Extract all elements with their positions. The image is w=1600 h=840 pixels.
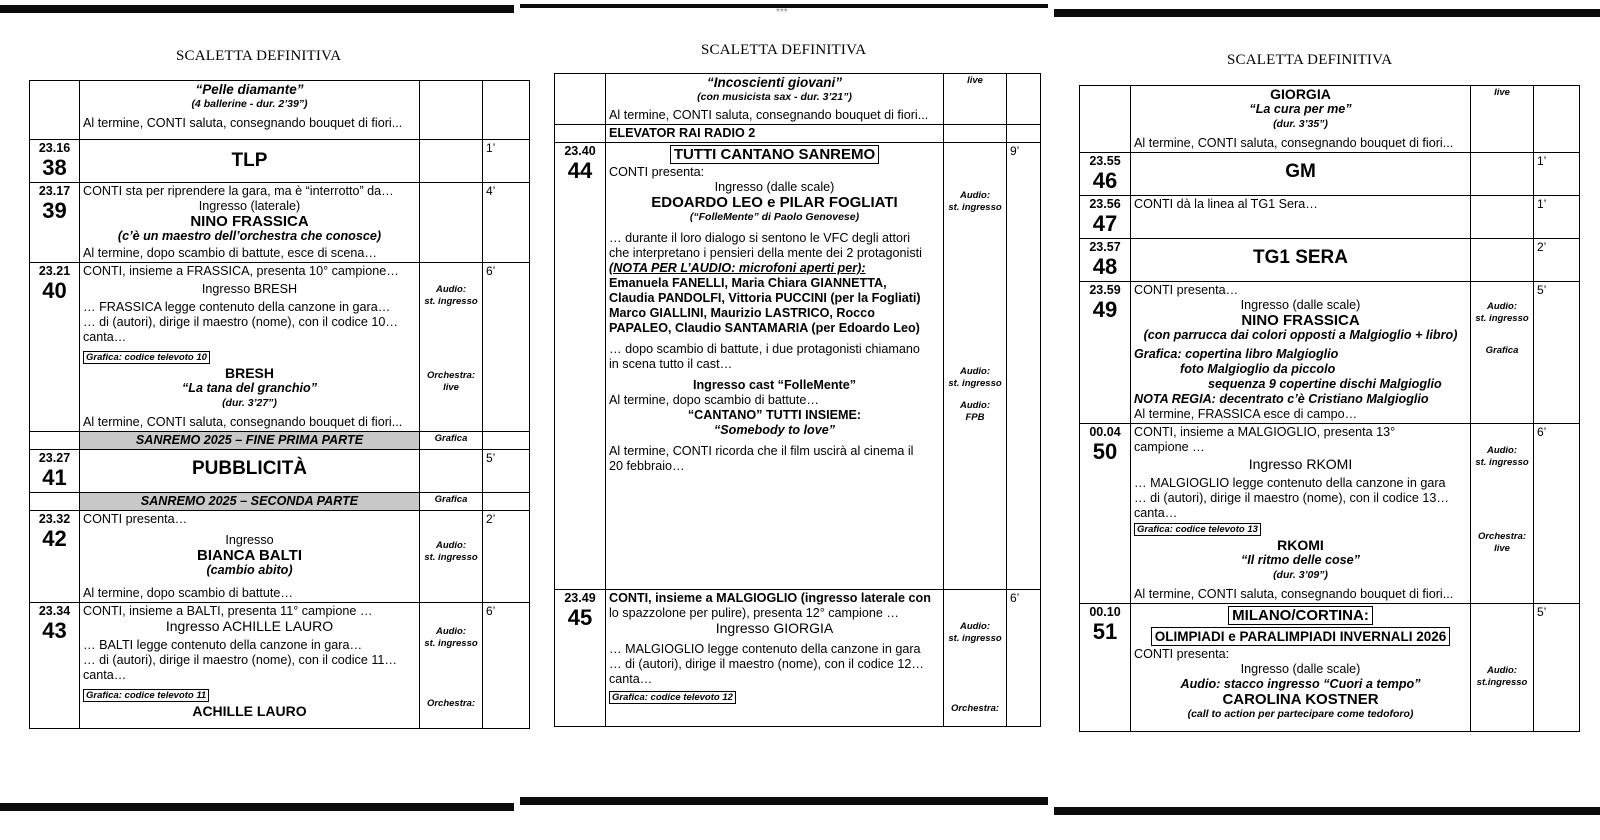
content-cell bbox=[606, 590, 944, 727]
time-cell bbox=[30, 140, 80, 183]
item-number: 50 bbox=[1092, 439, 1118, 464]
content-cell bbox=[1131, 153, 1471, 196]
content-cell bbox=[1131, 282, 1471, 424]
text-line: CONTI sta per riprendere la gara, ma è “interrotto” da… bbox=[83, 184, 394, 198]
grafica-line: sequenza 9 copertine dischi Malgioglio bbox=[1208, 377, 1442, 391]
segment-title: TLP bbox=[231, 150, 268, 171]
bottom-bar-middle bbox=[520, 797, 1048, 805]
duration: 2’ bbox=[483, 511, 530, 603]
time-cell bbox=[555, 74, 606, 125]
orchestra-label: Orchestra: bbox=[426, 698, 476, 709]
text-line: (con parrucca dai colori opposti a Malgioglio + libro) bbox=[1143, 328, 1458, 342]
table-row bbox=[30, 450, 530, 493]
time-cell bbox=[30, 511, 80, 603]
content-cell bbox=[1131, 604, 1471, 732]
song-info: (4 ballerine - dur. 2’39”) bbox=[191, 98, 308, 110]
time-cell bbox=[1080, 153, 1131, 196]
content-cell bbox=[1131, 424, 1471, 604]
grafica-tag: Grafica bbox=[420, 493, 483, 511]
time-cell bbox=[30, 81, 80, 140]
song-title: “La cura per me” bbox=[1249, 102, 1352, 116]
text-line: 20 febbraio… bbox=[609, 459, 685, 473]
segment-header: MILANO/CORTINA: bbox=[1228, 606, 1373, 625]
duration: 5’ bbox=[1534, 282, 1580, 424]
text-line: CONTI, insieme a MALGIOGLIO (ingresso laterale con bbox=[609, 591, 931, 605]
schedule-table-page-1 bbox=[29, 80, 530, 729]
text-line: Ingresso GIORGIA bbox=[715, 620, 834, 636]
content-cell: CONTI dà la linea al TG1 Sera… bbox=[1131, 196, 1471, 239]
grafica-box: Grafica: codice televoto 12 bbox=[609, 691, 736, 704]
audio-label: Audio: bbox=[435, 626, 467, 637]
audio-note: st. ingresso bbox=[948, 633, 1002, 644]
elevator-label: ELEVATOR RAI RADIO 2 bbox=[606, 125, 944, 143]
duration: 9’ bbox=[1007, 143, 1041, 590]
live-tag: live bbox=[944, 74, 1007, 125]
time: 00.10 bbox=[1089, 605, 1121, 619]
text-line: … MALGIOGLIO legge contenuto della canzone in gara bbox=[1134, 476, 1446, 490]
film-credit: (“FolleMente” di Paolo Genovese) bbox=[689, 211, 860, 223]
text-line: (cambio abito) bbox=[206, 563, 293, 577]
time: 23.57 bbox=[1089, 240, 1121, 254]
segment-title: TG1 SERA bbox=[1252, 247, 1349, 268]
text-line: Ingresso (laterale) bbox=[198, 199, 301, 213]
table-row bbox=[30, 263, 530, 432]
item-number: 43 bbox=[42, 618, 67, 643]
content-cell bbox=[80, 603, 420, 729]
time-cell bbox=[30, 263, 80, 432]
time-cell bbox=[30, 603, 80, 729]
text-line: … BALTI legge contenuto della canzone in gara… bbox=[83, 638, 363, 652]
text-line: … di (autori), dirige il maestro (nome), con il codice 13… bbox=[1134, 491, 1449, 505]
time-cell bbox=[1080, 282, 1131, 424]
item-number: 46 bbox=[1092, 168, 1118, 193]
text-line: Al termine, CONTI ricorda che il film uscirà al cinema il bbox=[609, 444, 914, 458]
table-row bbox=[555, 143, 1041, 590]
table-row bbox=[30, 432, 530, 450]
content-cell bbox=[80, 511, 420, 603]
duration: 1’ bbox=[1534, 196, 1580, 239]
audio-label: Audio: bbox=[1486, 445, 1518, 456]
page-title-1: SCALETTA DEFINITIVA bbox=[176, 48, 342, 64]
notes-cell bbox=[420, 140, 483, 183]
segment-title: PUBBLICITÀ bbox=[191, 458, 308, 479]
text-line: Al termine, dopo scambio di battute, esce di scena… bbox=[83, 246, 378, 260]
section-banner: SANREMO 2025 – SECONDA PARTE bbox=[80, 493, 420, 511]
orchestra-note: live bbox=[443, 382, 459, 393]
notes-cell bbox=[420, 81, 483, 140]
artist-name: ACHILLE LAURO bbox=[192, 703, 307, 719]
bottom-bar-left bbox=[0, 803, 514, 811]
notes-cell bbox=[1471, 604, 1534, 732]
audio-label: Audio: bbox=[435, 540, 467, 551]
time-cell bbox=[1080, 196, 1131, 239]
item-number: 44 bbox=[567, 158, 593, 183]
text-line: CONTI, insieme a FRASSICA, presenta 10° campione… bbox=[83, 264, 399, 278]
table-row bbox=[30, 493, 530, 511]
segment-title: GM bbox=[1285, 161, 1316, 182]
song-duration: (dur. 3’35”) bbox=[1273, 118, 1328, 130]
song-title: “Pelle diamante” bbox=[195, 82, 304, 97]
audio-label: Audio: bbox=[959, 190, 991, 201]
grafica-box: Grafica: codice televoto 11 bbox=[83, 689, 209, 702]
notes-cell bbox=[420, 511, 483, 603]
grafica-tag: Grafica bbox=[1485, 345, 1519, 356]
top-bar-right bbox=[1054, 9, 1600, 17]
cast-line: Claudia PANDOLFI, Vittoria PUCCINI (per la Fogliati) bbox=[609, 291, 921, 305]
grafica-box: Grafica: codice televoto 13 bbox=[1134, 523, 1261, 536]
text-line: CONTI presenta: bbox=[1134, 647, 1230, 661]
item-number: 42 bbox=[42, 526, 67, 551]
time-cell bbox=[1080, 86, 1131, 153]
table-row bbox=[1080, 424, 1580, 604]
table-row bbox=[555, 74, 1041, 125]
notes-cell bbox=[944, 590, 1007, 727]
duration: 1’ bbox=[1534, 153, 1580, 196]
time: 23.55 bbox=[1089, 154, 1121, 168]
item-number: 45 bbox=[567, 605, 593, 630]
bottom-bar-right bbox=[1054, 807, 1600, 815]
duration: 6’ bbox=[483, 263, 530, 432]
text-line: Al termine, dopo scambio di battute… bbox=[83, 586, 294, 600]
text-line: Ingresso BRESH bbox=[201, 282, 298, 296]
text-line: Al termine, FRASSICA esce di campo… bbox=[1134, 407, 1358, 421]
text-line: canta… bbox=[83, 668, 127, 682]
text-line: che interpretano i pensieri della mente dei 2 protagonisti bbox=[609, 246, 922, 260]
notes-cell bbox=[1471, 424, 1534, 604]
duration-cell bbox=[483, 81, 530, 140]
table-row bbox=[555, 125, 1041, 143]
audio-note: st. ingresso bbox=[948, 378, 1002, 389]
duration: 1’ bbox=[483, 140, 530, 183]
song-title: “Il ritmo delle cose” bbox=[1241, 553, 1360, 567]
audio-label: Audio: bbox=[435, 284, 467, 295]
audio-note: st. ingresso bbox=[1475, 457, 1529, 468]
time-cell bbox=[30, 493, 80, 511]
time: 23.40 bbox=[564, 144, 596, 158]
text-line: Ingresso (dalle scale) bbox=[1240, 298, 1361, 312]
text-line: canta… bbox=[609, 672, 653, 686]
time: 23.16 bbox=[38, 141, 71, 155]
cast-line: Marco GIALLINI, Maurizio LASTRICO, Rocco bbox=[609, 306, 875, 320]
text-line: canta… bbox=[1134, 506, 1178, 520]
text-line: … MALGIOGLIO legge contenuto della canzone in gara bbox=[609, 642, 921, 656]
audio-note: st. ingresso bbox=[424, 638, 478, 649]
duration: 4’ bbox=[483, 183, 530, 263]
song-duration: (dur. 3’09”) bbox=[1273, 569, 1328, 581]
notes-cell bbox=[420, 603, 483, 729]
text-line: Ingresso (dalle scale) bbox=[1240, 662, 1361, 676]
time-cell bbox=[555, 590, 606, 727]
closing-text: Al termine, CONTI saluta, consegnando bouquet di fiori... bbox=[1134, 136, 1454, 150]
audio-note: (NOTA PER L’AUDIO: microfoni aperti per): bbox=[609, 261, 866, 275]
text-line: CONTI presenta… bbox=[83, 512, 188, 526]
schedule-table-page-3 bbox=[1079, 85, 1580, 732]
artist-name: GIORGIA bbox=[1270, 86, 1331, 102]
item-number: 41 bbox=[42, 465, 67, 490]
artist-name: BRESH bbox=[224, 365, 274, 381]
orchestra-note: live bbox=[1494, 543, 1510, 554]
text-line: Ingresso RKOMI bbox=[1248, 456, 1353, 472]
content-cell bbox=[80, 450, 420, 493]
content-cell bbox=[1131, 239, 1471, 282]
text-line: Ingresso (dalle scale) bbox=[714, 180, 835, 194]
content-cell bbox=[80, 263, 420, 432]
time-cell bbox=[30, 183, 80, 263]
duration: 6’ bbox=[1534, 424, 1580, 604]
item-number: 38 bbox=[42, 155, 67, 180]
grafica-line: foto Malgioglio da piccolo bbox=[1180, 362, 1336, 376]
content-cell bbox=[80, 183, 420, 263]
text-line: canta… bbox=[83, 330, 127, 344]
audio-cue: Audio: stacco ingresso “Cuori a tempo” bbox=[1180, 677, 1421, 691]
text-line: CONTI presenta… bbox=[1134, 283, 1239, 297]
guest-name: NINO FRASSICA bbox=[1241, 312, 1360, 329]
text-line: CONTI presenta: bbox=[609, 165, 705, 179]
time: 23.17 bbox=[38, 184, 71, 198]
time-cell bbox=[30, 432, 80, 450]
top-bar-left bbox=[0, 5, 514, 13]
table-row bbox=[1080, 282, 1580, 424]
page-title-3: SCALETTA DEFINITIVA bbox=[1227, 52, 1393, 68]
item-number: 47 bbox=[1092, 211, 1118, 236]
guest-name: BIANCA BALTI bbox=[197, 547, 302, 564]
text-line: … di (autori), dirige il maestro (nome), con il codice 11… bbox=[83, 653, 398, 667]
live-tag: live bbox=[1471, 86, 1534, 153]
audio-label: Audio: bbox=[959, 621, 991, 632]
closing-text: Al termine, CONTI saluta, consegnando bouquet di fiori... bbox=[83, 415, 403, 429]
table-row bbox=[1080, 604, 1580, 732]
table-row bbox=[1080, 153, 1580, 196]
table-row bbox=[30, 511, 530, 603]
schedule-table-page-2 bbox=[554, 73, 1041, 727]
item-number: 49 bbox=[1092, 297, 1118, 322]
duration: 6’ bbox=[483, 603, 530, 729]
section-banner: SANREMO 2025 – FINE PRIMA PARTE bbox=[80, 432, 420, 450]
table-row bbox=[30, 81, 530, 140]
song-title: “Somebody to love” bbox=[713, 423, 836, 437]
regia-note: NOTA REGIA: decentrato c’è Cristiano Malgioglio bbox=[1134, 392, 1429, 406]
text-line: (c’è un maestro dell’orchestra che conosce) bbox=[117, 229, 382, 243]
segment-header: TUTTI CANTANO SANREMO bbox=[670, 145, 879, 164]
song-title: “La tana del granchio” bbox=[181, 381, 318, 395]
time-cell bbox=[30, 450, 80, 493]
content-cell bbox=[606, 74, 944, 125]
time: 00.04 bbox=[1089, 425, 1121, 439]
audio-note: FPB bbox=[965, 412, 985, 423]
segment-header: OLIMPIADI e PARALIMPIADI INVERNALI 2026 bbox=[1151, 627, 1451, 646]
duration: 6’ bbox=[1007, 590, 1041, 727]
table-row bbox=[555, 590, 1041, 727]
table-row bbox=[30, 183, 530, 263]
text-line: … di (autori), dirige il maestro (nome), con il codice 12… bbox=[609, 657, 924, 671]
artist-name: RKOMI bbox=[1277, 537, 1324, 553]
table-row bbox=[30, 603, 530, 729]
text-line: Al termine, dopo scambio di battute… bbox=[609, 393, 820, 407]
duration: 2’ bbox=[1534, 239, 1580, 282]
time: 23.49 bbox=[564, 591, 596, 605]
time: 23.56 bbox=[1089, 197, 1121, 211]
guest-name: NINO FRASSICA bbox=[190, 213, 309, 230]
grafica-line: Grafica: copertina libro Malgioglio bbox=[1134, 347, 1339, 361]
song-title: “Incoscienti giovani” bbox=[706, 75, 843, 90]
item-number: 51 bbox=[1092, 619, 1118, 644]
text-line: CONTI, insieme a MALGIOGLIO, presenta 13° bbox=[1134, 425, 1396, 439]
text-line: … di (autori), dirige il maestro (nome), con il codice 10… bbox=[83, 315, 398, 329]
table-row bbox=[30, 140, 530, 183]
content-cell bbox=[606, 143, 944, 590]
closing-text: Al termine, CONTI saluta, consegnando bouquet di fiori... bbox=[1134, 587, 1454, 601]
item-number: 39 bbox=[42, 198, 67, 223]
time-cell bbox=[1080, 239, 1131, 282]
text-line: lo spazzolone per pulire), presenta 12° campione … bbox=[609, 606, 899, 620]
orchestra-label: Orchestra: bbox=[950, 703, 1000, 714]
content-cell bbox=[1131, 86, 1471, 153]
table-row bbox=[1080, 196, 1580, 239]
orchestra-label: Orchestra: bbox=[426, 370, 476, 381]
text-line: Ingresso bbox=[225, 533, 274, 547]
time: 23.32 bbox=[38, 512, 71, 526]
text-line: (call to action per partecipare come tedoforo) bbox=[1187, 708, 1414, 720]
closing-text: Al termine, CONTI saluta, consegnando bouquet di fiori... bbox=[83, 116, 403, 130]
header-dots: *** bbox=[776, 7, 788, 18]
audio-note: st. ingresso bbox=[948, 202, 1002, 213]
table-row bbox=[1080, 86, 1580, 153]
time: 23.27 bbox=[38, 451, 71, 465]
text-line: in scena tutto il cast… bbox=[609, 357, 733, 371]
audio-label: Audio: bbox=[1486, 301, 1518, 312]
item-number: 40 bbox=[42, 278, 67, 303]
text-line: … FRASSICA legge contenuto della canzone in gara… bbox=[83, 300, 391, 314]
time-cell bbox=[1080, 424, 1131, 604]
audio-label: Audio: bbox=[959, 366, 991, 377]
text-line: … durante il loro dialogo si sentono le VFC degli attori bbox=[609, 231, 911, 245]
cast-line: PAPALEO, Claudio SANTAMARIA (per Edoardo Leo) bbox=[609, 321, 920, 335]
audio-note: st. ingresso bbox=[1475, 313, 1529, 324]
cast-entry: Ingresso cast “FolleMente” bbox=[692, 378, 857, 392]
guest-names: EDOARDO LEO e PILAR FOGLIATI bbox=[651, 194, 898, 211]
song-info: (con musicista sax - dur. 3’21”) bbox=[697, 91, 852, 103]
time: 23.59 bbox=[1089, 283, 1121, 297]
text-line: CONTI, insieme a BALTI, presenta 11° campione … bbox=[83, 604, 373, 618]
duration: 5’ bbox=[483, 450, 530, 493]
grafica-tag: Grafica bbox=[420, 432, 483, 450]
notes-cell bbox=[420, 263, 483, 432]
table-row bbox=[1080, 239, 1580, 282]
text-line: … dopo scambio di battute, i due protagonisti chiamano bbox=[609, 342, 920, 356]
notes-cell bbox=[1471, 282, 1534, 424]
text-line: “CANTANO” TUTTI INSIEME: bbox=[687, 408, 862, 422]
time-cell bbox=[555, 143, 606, 590]
duration: 5’ bbox=[1534, 604, 1580, 732]
page-title-2: SCALETTA DEFINITIVA bbox=[701, 42, 867, 58]
closing-text: Al termine, CONTI saluta, consegnando bouquet di fiori... bbox=[609, 108, 929, 122]
orchestra-label: Orchestra: bbox=[1477, 531, 1527, 542]
grafica-box: Grafica: codice televoto 10 bbox=[83, 351, 210, 364]
time: 23.21 bbox=[38, 264, 71, 278]
time: 23.34 bbox=[38, 604, 71, 618]
notes-cell bbox=[944, 143, 1007, 590]
audio-note: st. ingresso bbox=[424, 552, 478, 563]
audio-label: Audio: bbox=[1486, 665, 1518, 676]
content-cell bbox=[80, 140, 420, 183]
item-number: 48 bbox=[1092, 254, 1118, 279]
audio-label: Audio: bbox=[959, 400, 991, 411]
song-duration: (dur. 3’27”) bbox=[222, 397, 277, 409]
text-line: Ingresso ACHILLE LAURO bbox=[165, 618, 334, 634]
notes-cell bbox=[420, 183, 483, 263]
time-cell bbox=[1080, 604, 1131, 732]
guest-name: CAROLINA KOSTNER bbox=[1222, 691, 1379, 708]
content-cell bbox=[80, 81, 420, 140]
audio-note: st. ingresso bbox=[424, 296, 478, 307]
cast-line: Emanuela FANELLI, Maria Chiara GIANNETTA, bbox=[609, 276, 887, 290]
text-line: campione … bbox=[1134, 440, 1205, 454]
audio-note: st.ingresso bbox=[1476, 677, 1528, 688]
